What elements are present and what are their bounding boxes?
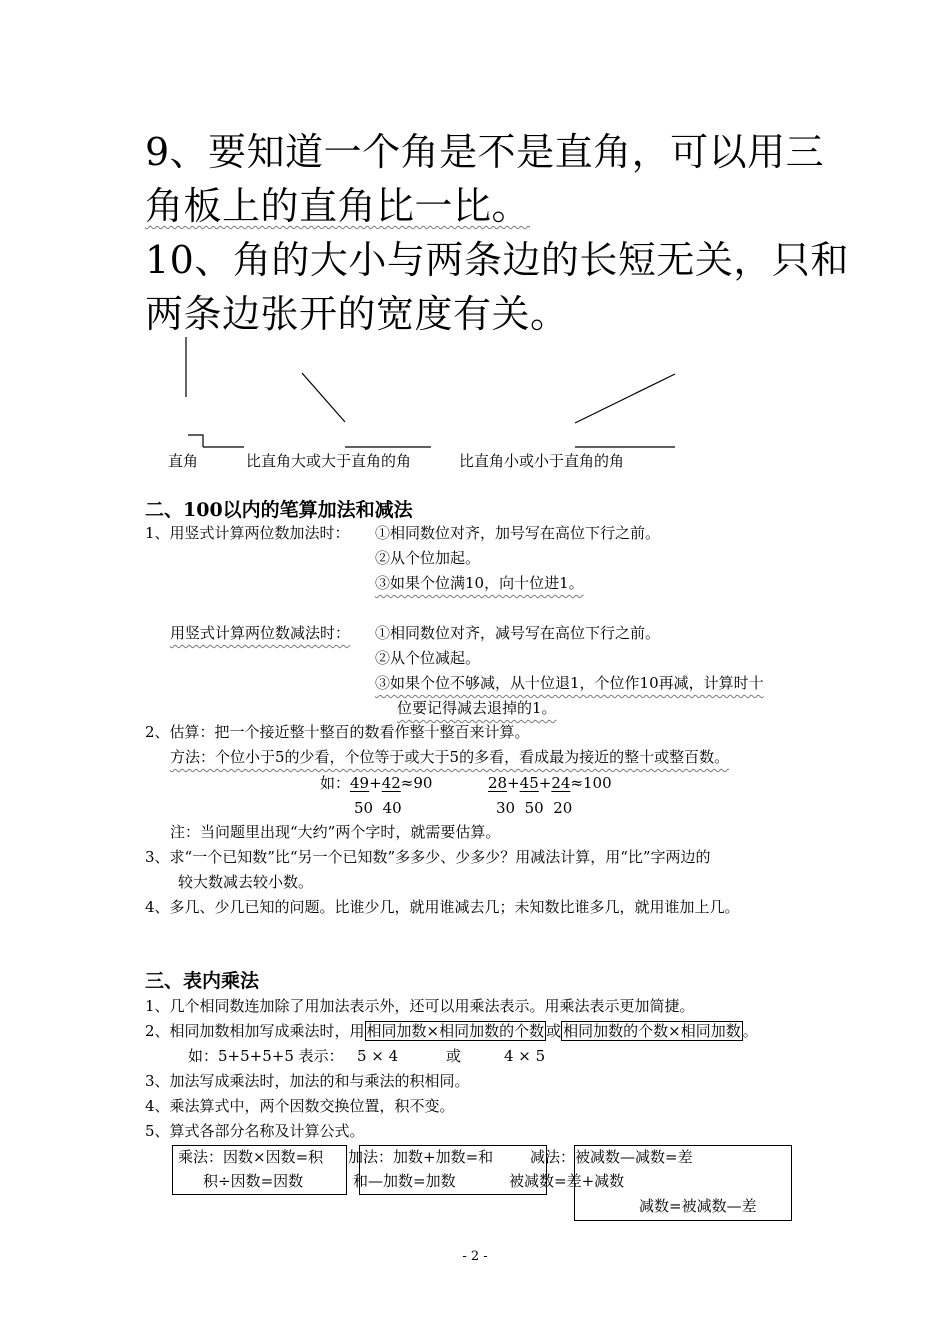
section-3-item-2: 2、相同加数相加写成乘法时，用 相同加数×相同加数的个数 或 相同加数的个数×相同加数 。	[145, 1022, 758, 1040]
obtuse-angle-label: 比直角大或大于直角的角	[246, 452, 412, 470]
estimation-rule: 2、估算：把一个接近整十整百的数看作整十整百来计算。	[145, 723, 530, 741]
item-9-line-1: 9、要知道一个角是不是直角，可以用三	[145, 130, 825, 174]
addition-lead: 1、用竖式计算两位数加法时：	[145, 524, 350, 542]
subtraction-step-3: ③如果个位不够减，从十位退1，个位作10再减，计算时十	[375, 674, 764, 692]
estimation-example-1: 如：49+42≈90	[320, 774, 433, 792]
estimation-note: 注：当问题里出现“大约”两个字时，就需要估算。	[170, 823, 501, 841]
multiplication-example-b: 4 × 5	[504, 1047, 546, 1065]
multiplication-example: 如：5+5+5+5 表示：	[188, 1047, 344, 1065]
item-10-line-2: 两条边张开的宽度有关。	[145, 292, 569, 336]
subtraction-formula-2: 被减数=差+减数	[509, 1172, 625, 1190]
subtraction-step-3-cont: 位要记得减去退掉的1。	[397, 699, 557, 717]
estimation-example-2: 28+45+24≈100	[488, 774, 612, 792]
section-2-item-3-cont: 较大数减去较小数。	[178, 873, 314, 891]
addition-formula-2: 和—加数=加数	[353, 1172, 456, 1190]
addition-step-3: ③如果个位满10，向十位进1。	[375, 574, 584, 592]
addition-step-2: ②从个位加起。	[375, 549, 481, 567]
angle-diagram	[0, 0, 950, 500]
acute-angle-label: 比直角小或小于直角的角	[459, 452, 625, 470]
formula-box-1: 相同加数×相同加数的个数	[366, 1022, 545, 1040]
multiplication-formula-1: 乘法：因数×因数=积	[178, 1148, 324, 1166]
right-angle-label: 直角	[168, 452, 199, 470]
section-3-title: 三、表内乘法	[145, 970, 260, 992]
item-9-line-2: 角板上的直角比一比。	[145, 184, 531, 228]
section-3-item-1: 1、几个相同数连加除了用加法表示外，还可以用乘法表示。用乘法表示更加简捷。	[145, 997, 695, 1015]
multiplication-example-a: 5 × 4	[357, 1047, 399, 1065]
estimation-rounded-1: 50 40	[354, 799, 402, 817]
multiplication-example-or: 或	[446, 1047, 462, 1065]
formula-box-2: 相同加数的个数×相同加数	[563, 1022, 741, 1040]
addition-step-1: ①相同数位对齐，加号写在高位下行之前。	[375, 524, 661, 542]
page-number: - 2 -	[462, 1249, 488, 1264]
estimation-method: 方法：个位小于5的少看，个位等于或大于5的多看，看成最为接近的整十或整百数。	[170, 748, 730, 766]
obtuse-angle-shape	[302, 373, 431, 447]
subtraction-lead: 用竖式计算两位数减法时：	[170, 624, 351, 642]
acute-angle-shape	[575, 374, 675, 447]
section-3-item-3: 3、加法写成乘法时，加法的和与乘法的积相同。	[145, 1072, 470, 1090]
section-3-item-4: 4、乘法算式中，两个因数交换位置，积不变。	[145, 1097, 455, 1115]
subtraction-step-2: ②从个位减起。	[375, 649, 481, 667]
subtraction-formula-1: 减法：被减数—减数=差	[530, 1148, 693, 1166]
estimation-rounded-2: 30 50 20	[496, 799, 573, 817]
section-2-item-3: 3、求“一个已知数”比“另一个已知数”多多少、少多少？用减法计算，用“比”字两边的	[145, 848, 711, 866]
section-3-item-5: 5、算式各部分名称及计算公式。	[145, 1122, 365, 1140]
right-angle-shape	[186, 337, 244, 447]
section-2-item-4: 4、多几、少几已知的问题。比谁少几，就用谁减去几；未知数比谁多几，就用谁加上几。	[145, 898, 740, 916]
section-2-title: 二、100以内的笔算加法和减法	[145, 499, 413, 521]
subtraction-formula-3: 减数=被减数—差	[639, 1197, 757, 1215]
addition-formula-1: 加法：加数+加数=和	[348, 1148, 494, 1166]
subtraction-step-1: ①相同数位对齐，减号写在高位下行之前。	[375, 624, 661, 642]
item-10-line-1: 10、角的大小与两条边的长短无关，只和	[145, 238, 849, 282]
multiplication-formula-2: 积÷因数=因数	[203, 1172, 304, 1190]
